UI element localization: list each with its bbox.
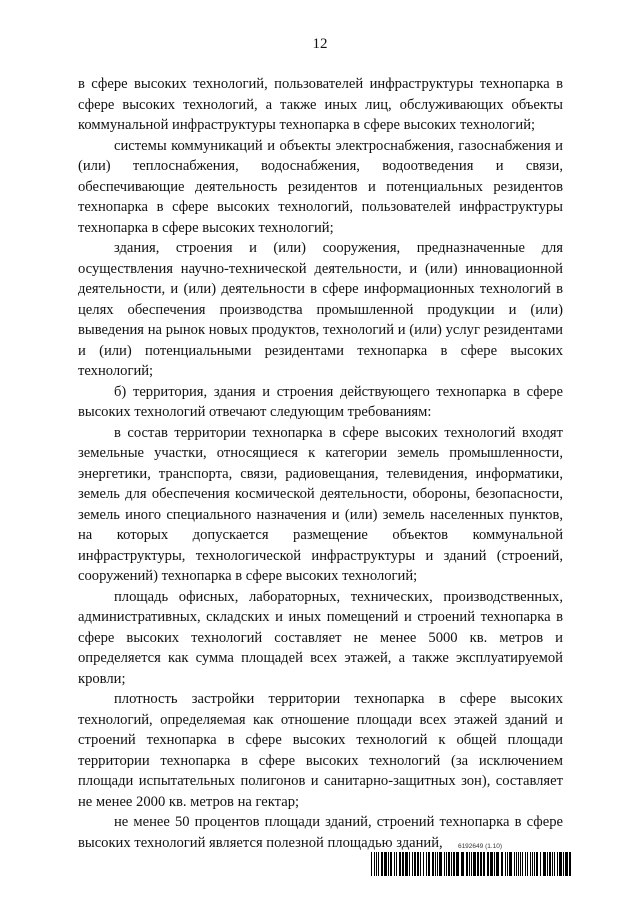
barcode-bar <box>569 852 571 876</box>
barcode-bar <box>396 852 397 876</box>
barcode-bar <box>390 852 392 876</box>
barcode-bar <box>453 852 455 876</box>
barcode-bar <box>426 852 427 876</box>
barcode-bar <box>417 852 419 876</box>
barcode-bar <box>473 852 476 876</box>
barcode-bar <box>530 852 531 876</box>
barcode-bar <box>540 852 541 876</box>
barcode-bar <box>446 852 447 876</box>
barcode-bar <box>374 852 375 876</box>
barcode-bar <box>477 852 479 876</box>
barcode-bar <box>518 852 519 876</box>
barcode-bar <box>432 852 434 876</box>
barcode-bar <box>532 852 533 876</box>
paragraph: б) территория, здания и строения действующего технопарка в сфере высоких технологий отвечают следующим требованиям: <box>78 383 563 420</box>
barcode-bar <box>487 852 489 876</box>
barcode-bar <box>388 852 389 876</box>
barcode-bar <box>471 852 472 876</box>
barcode-bar <box>543 852 546 876</box>
barcode-bar <box>376 852 377 876</box>
barcode-bar <box>549 852 551 876</box>
barcode-bar <box>409 852 410 876</box>
barcode-bar <box>505 852 506 876</box>
document-body <box>78 74 563 853</box>
paragraph: здания, строения и (или) сооружения, предназначенные для осуществления научно-технической деятельности, и (или) инновационной деятельности, и (или) деятельности в сфере информационных технологий в целях обеспечения производства промышленной продукции и (или) выведения на рынок новых продуктов, технологий и (или) услуг резидентами и (или) потенциальными резидентами технопарка в сфере высоких технологий; <box>78 240 563 379</box>
barcode-bar <box>402 852 404 876</box>
barcode-bar <box>378 852 379 876</box>
paragraph: площадь офисных, лабораторных, технических, производственных, административных, складских и иных помещений и строений технопарка в сфере высоких технологий составляет не менее 5000 кв. метров и определяется как сумма площадей всех этажей, а также эксплуатируемой кровли; <box>78 588 563 687</box>
barcode-bar <box>494 852 495 876</box>
paragraph: системы коммуникаций и объекты электроснабжения, газоснабжения и (или) теплоснабжения, водоснабжения, водоотведения и связи, обеспечивающие деятельность резидентов и потенциальных резидентов технопарка в сфере высоких технологий, пользователей инфраструктуры технопарка в сфере высоких технологий; <box>78 137 563 236</box>
barcode-bar <box>522 852 523 876</box>
barcode-bar <box>437 852 438 876</box>
barcode-bar <box>520 852 521 876</box>
barcode-bar <box>420 852 421 876</box>
barcode-bar <box>563 852 564 876</box>
barcode-bar <box>448 852 450 876</box>
barcode-bar <box>384 852 387 876</box>
barcode-bar <box>371 852 372 876</box>
barcode-bar <box>412 852 413 876</box>
barcode-bar <box>456 852 459 876</box>
barcode-bar <box>444 852 445 876</box>
barcode-bar <box>536 852 538 876</box>
paragraph: в сфере высоких технологий, пользователей инфраструктуры технопарка в сфере высоких технологий, а также иных лиц, обслуживающих объекты коммунальной инфраструктуры технопарка в сфере высоких технологий; <box>78 76 563 133</box>
barcode-bar <box>496 852 499 876</box>
barcode-bar <box>501 852 503 876</box>
barcode-bar <box>525 852 526 876</box>
document-code: 6192649 (1.10) <box>457 843 503 850</box>
barcode-bar <box>428 852 430 876</box>
barcode-bar <box>557 852 558 876</box>
barcode-bar <box>394 852 395 876</box>
barcode-bar <box>435 852 436 876</box>
barcode-bar <box>527 852 528 876</box>
barcode-bar <box>405 852 408 876</box>
barcode-bar <box>514 852 515 876</box>
barcode-bar <box>469 852 470 876</box>
barcode-bar <box>466 852 468 876</box>
barcode-bar <box>507 852 508 876</box>
barcode-bar <box>565 852 568 876</box>
barcode-bar <box>439 852 442 876</box>
barcode-bar <box>461 852 464 876</box>
barcode-bar <box>483 852 485 876</box>
barcode-bar <box>399 852 401 876</box>
barcode-bar <box>552 852 553 876</box>
barcode-bar <box>490 852 493 876</box>
barcode-bar <box>451 852 452 876</box>
barcode-bar <box>509 852 512 876</box>
barcode-bar <box>423 852 424 876</box>
barcode-bar <box>554 852 555 876</box>
barcode-bar <box>534 852 535 876</box>
barcode-bar <box>516 852 517 876</box>
paragraph: не менее 50 процентов площади зданий, строений технопарка в сфере высоких технологий является полезной площадью зданий, <box>78 814 563 851</box>
page-number: 12 <box>312 36 328 52</box>
barcode-bar <box>381 852 383 876</box>
barcode-bar <box>559 852 562 876</box>
barcode-bar <box>547 852 548 876</box>
barcode <box>371 852 571 876</box>
paragraph: в состав территории технопарка в сфере высоких технологий входят земельные участки, относящиеся к категории земель промышленности, энергетики, транспорта, связи, радиовещания, телевидения, информатики, земель для обеспечения космической деятельности, обороны, безопасности, земель иного специального назначения и (или) земель населенных пунктов, на которых допускается размещение объектов коммунальной инфраструктуры, технологической инфраструктуры и зданий (строений, сооружений) технопарка в сфере высоких технологий; <box>78 424 563 584</box>
barcode-bar <box>480 852 482 876</box>
barcode-bar <box>414 852 416 876</box>
paragraph: плотность застройки территории технопарка в сфере высоких технологий, определяемая как отношение площади всех этажей зданий и строений технопарка в сфере высоких технологий к общей площади территории технопарка в сфере высоких технологий (за исключением площади испытательных полигонов и санитарно-защитных зон), составляет не менее 2000 кв. метров на гектар; <box>78 691 563 810</box>
